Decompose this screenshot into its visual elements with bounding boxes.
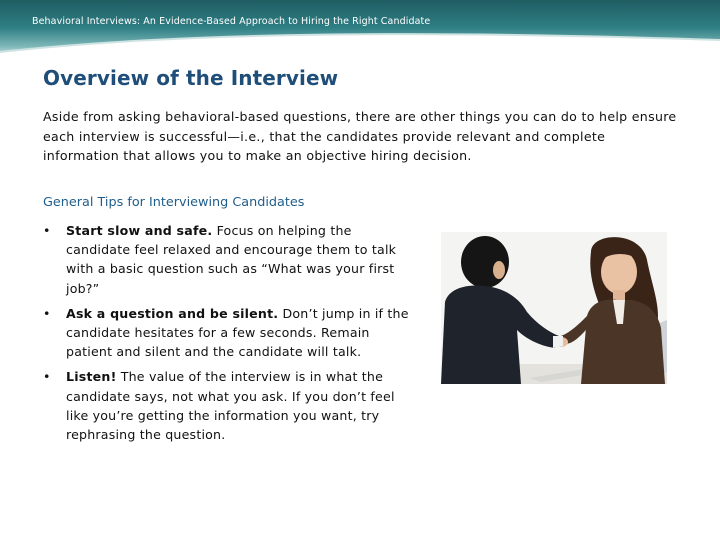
tip-item	[43, 304, 413, 362]
tip-text: Focus on helping the candidate feel relaxed and encourage them to talk with a basic question such as “What was your first job?”	[66, 223, 397, 296]
handshake-interview-photo	[441, 232, 667, 384]
bullet-icon: •	[43, 305, 51, 321]
tip-lead: Listen!	[66, 369, 117, 385]
tips-list	[43, 221, 413, 450]
tip-text: Don’t jump in if the candidate hesitates for a few seconds. Remain patient and silent and the candidate will talk.	[66, 305, 409, 360]
bullet-icon: •	[43, 369, 51, 385]
tip-item	[43, 221, 413, 298]
tip-lead: Start slow and safe.	[66, 223, 213, 238]
bullet-icon: •	[43, 223, 51, 238]
tips-heading: General Tips for Interviewing Candidates	[43, 195, 305, 210]
tip-item	[43, 367, 413, 444]
tip-lead: Ask a question and be silent.	[66, 305, 279, 321]
tip-text: The value of the interview is in what the candidate says, not what you ask. If you don’t feel like you’re getting the information you want, try rephrasing the question.	[66, 369, 395, 443]
intro-paragraph: Aside from asking behavioral-based questions, there are other things you can do to help ensure each interview is successful—i.e., that the candidates provide relevant and complete information that allows you to make an objective hiring decision.	[43, 109, 677, 163]
slide-title: Overview of the Interview	[43, 66, 339, 90]
presentation-title: Behavioral Interviews: An Evidence-Based Approach to Hiring the Right Candidate	[32, 16, 431, 27]
